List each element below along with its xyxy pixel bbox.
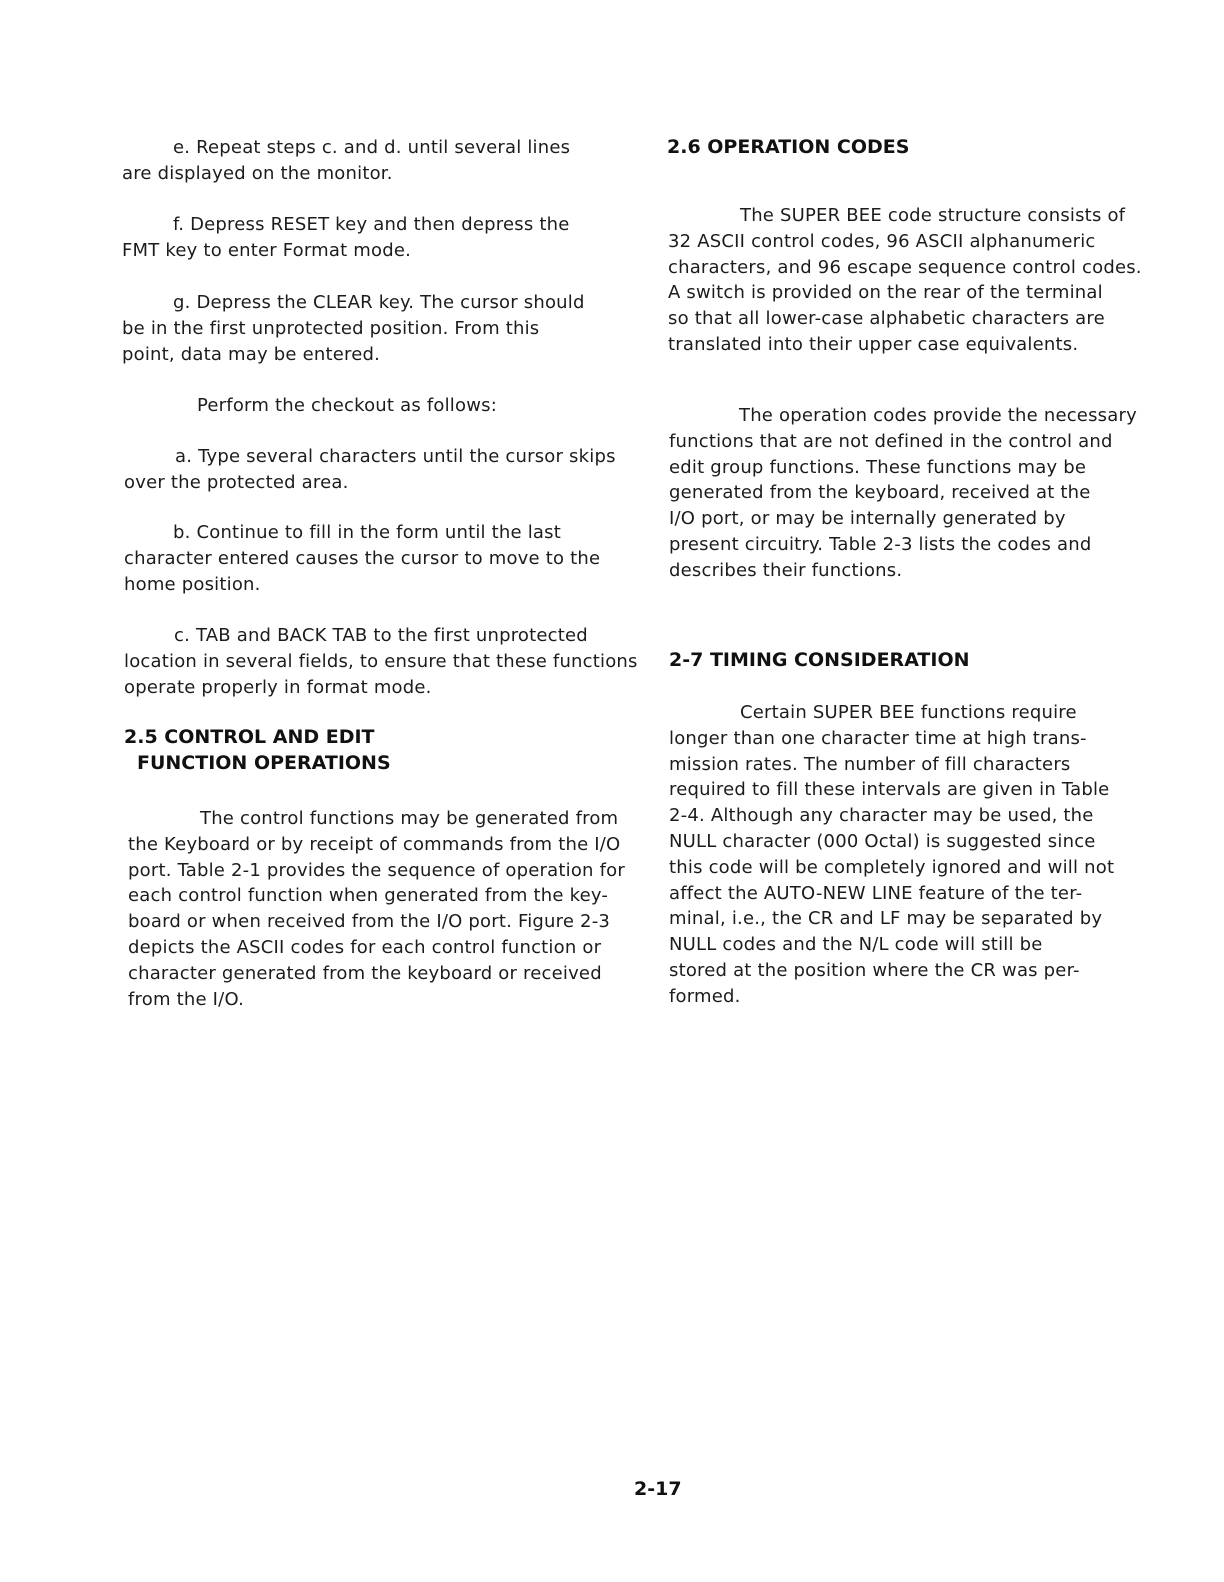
text-line: translated into their upper case equivalents. xyxy=(668,333,1079,355)
text-line: I/O port, or may be internally generated by xyxy=(669,508,1066,530)
checkout-intro xyxy=(122,393,497,419)
para-2-6a xyxy=(668,203,1142,358)
para-2-5 xyxy=(128,806,625,1012)
text-line: The operation codes provide the necessary xyxy=(739,405,1137,426)
text-line: be in the first unprotected position. From this xyxy=(122,317,540,339)
text-line: functions that are not defined in the control and xyxy=(669,430,1113,452)
text-line: present circuitry. Table 2-3 lists the codes and xyxy=(669,533,1092,555)
text-line: are displayed on the monitor. xyxy=(122,162,393,184)
text-line: FUNCTION OPERATIONS xyxy=(137,751,391,774)
text-line: c. TAB and BACK TAB to the first unprotected xyxy=(174,625,588,646)
heading-2-7 xyxy=(669,648,970,674)
text-line: Certain SUPER BEE functions require xyxy=(740,702,1077,723)
text-line: Perform the checkout as follows: xyxy=(197,395,497,416)
text-line: affect the AUTO-NEW LINE feature of the ter- xyxy=(669,882,1083,904)
heading-2-6 xyxy=(667,135,909,161)
text-line: the Keyboard or by receipt of commands from the I/O xyxy=(128,833,621,855)
page-number: 2-17 xyxy=(634,1478,682,1500)
text-line: a. Type several characters until the cursor skips xyxy=(175,446,616,467)
text-line: port. Table 2-1 provides the sequence of operation for xyxy=(128,859,625,881)
text-line: 2-4. Although any character may be used, the xyxy=(669,805,1094,827)
text-line: character entered causes the cursor to move to the xyxy=(124,547,601,569)
text-line: character generated from the keyboard or received xyxy=(128,962,602,984)
text-line: home position. xyxy=(124,573,261,595)
text-line: minal, i.e., the CR and LF may be separated by xyxy=(669,908,1103,930)
text-line: The control functions may be generated from xyxy=(200,808,619,829)
heading-2-5 xyxy=(124,725,391,777)
text-line: 32 ASCII control codes, 96 ASCII alphanumeric xyxy=(668,230,1096,252)
para-2-7 xyxy=(669,700,1114,1010)
para-a xyxy=(124,444,616,496)
text-line: mission rates. The number of fill characters xyxy=(669,753,1071,775)
text-line: over the protected area. xyxy=(124,471,349,493)
text-line: b. Continue to fill in the form until the last xyxy=(173,522,561,543)
text-line: depicts the ASCII codes for each control function or xyxy=(128,936,602,958)
text-line: 2.6 OPERATION CODES xyxy=(667,136,910,158)
text-line: describes their functions. xyxy=(669,559,903,581)
text-line: operate properly in format mode. xyxy=(124,676,432,698)
text-line: required to fill these intervals are given in Table xyxy=(669,779,1110,801)
text-line: e. Repeat steps c. and d. until several lines xyxy=(173,137,571,158)
text-line: edit group functions. These functions may be xyxy=(669,456,1087,478)
text-line: point, data may be entered. xyxy=(122,343,381,365)
text-line: FMT key to enter Format mode. xyxy=(122,239,412,261)
para-e xyxy=(122,135,570,187)
text-line: formed. xyxy=(669,985,741,1007)
text-line: 2-7 TIMING CONSIDERATION xyxy=(669,649,970,671)
para-2-6b xyxy=(669,403,1137,584)
para-g xyxy=(122,290,585,367)
text-line: NULL codes and the N/L code will still be xyxy=(669,934,1043,956)
text-line: A switch is provided on the rear of the terminal xyxy=(668,282,1103,304)
text-line: this code will be completely ignored and will not xyxy=(669,856,1115,878)
text-line: each control function when generated from the key- xyxy=(128,885,609,907)
text-line: location in several fields, to ensure that these functions xyxy=(124,650,638,672)
text-line: so that all lower-case alphabetic characters are xyxy=(668,308,1105,330)
text-line: stored at the position where the CR was per- xyxy=(669,959,1080,981)
text-line: generated from the keyboard, received at the xyxy=(669,482,1091,504)
text-line: NULL character (000 Octal) is suggested since xyxy=(669,830,1096,852)
text-line: longer than one character time at high trans- xyxy=(669,727,1087,749)
para-c xyxy=(124,623,638,700)
text-line: board or when received from the I/O port. Figure 2-3 xyxy=(128,911,611,933)
text-line: from the I/O. xyxy=(128,988,245,1010)
text-line: characters, and 96 escape sequence control codes. xyxy=(668,256,1142,278)
para-f xyxy=(122,212,570,264)
text-line: f. Depress RESET key and then depress the xyxy=(173,214,570,235)
text-line: The SUPER BEE code structure consists of xyxy=(740,205,1126,226)
text-line: 2.5 CONTROL AND EDIT xyxy=(124,726,375,748)
text-line: g. Depress the CLEAR key. The cursor should xyxy=(173,292,585,313)
para-b xyxy=(124,520,600,597)
